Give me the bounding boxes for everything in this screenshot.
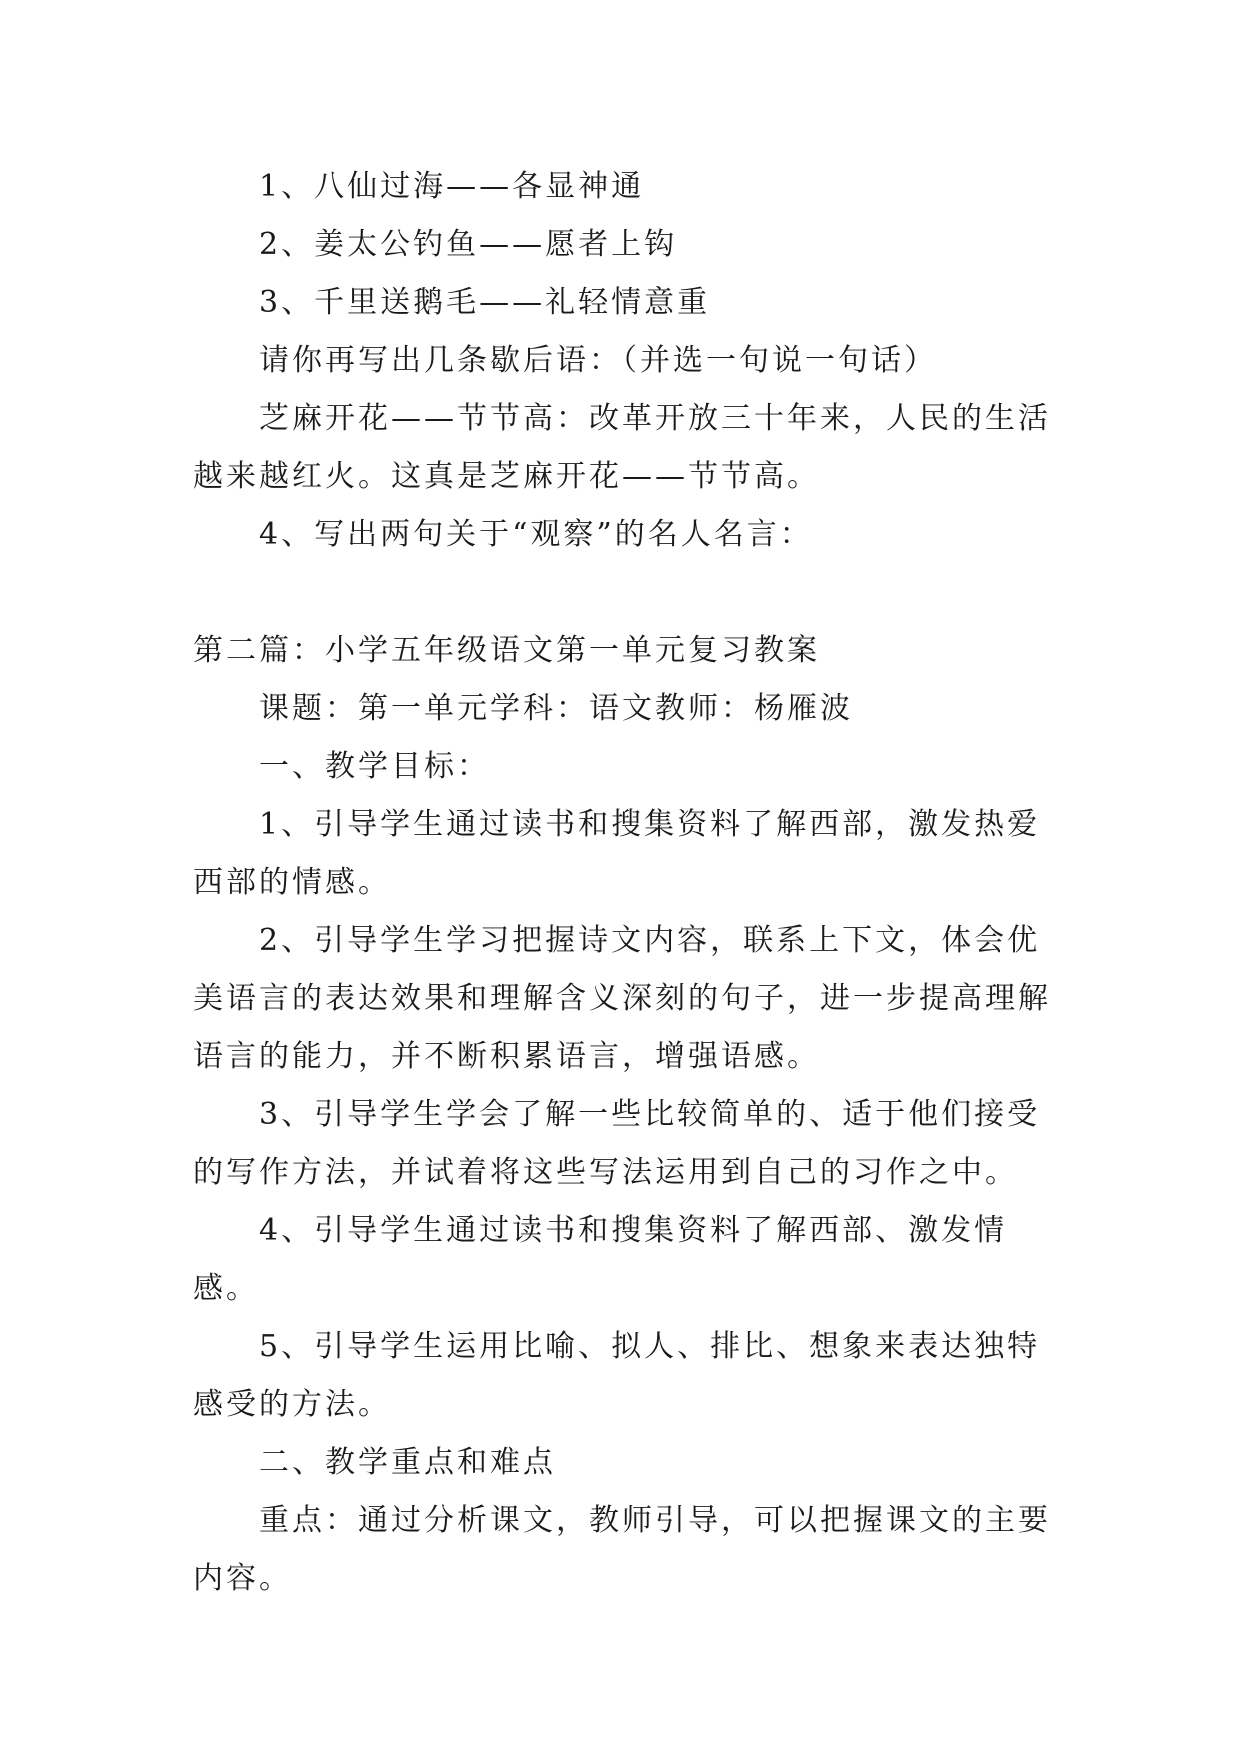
lesson-info: 课题：第一单元学科：语文教师：杨雁波 <box>259 691 853 726</box>
objectives-heading: 一、教学目标： <box>259 749 490 784</box>
section-title: 第二篇：小学五年级语文第一单元复习教案 <box>193 633 820 668</box>
example-answer: 芝麻开花——节节高：改革开放三十年来，人民的生活越来越红火。这真是芝麻开花——节节高。 <box>193 401 1051 494</box>
proverb-item-1: 1、八仙过海——各显神通 <box>259 169 645 204</box>
proverb-item-2: 2、姜太公钓鱼——愿者上钩 <box>259 227 678 262</box>
objective-2: 2、引导学生学习把握诗文内容，联系上下文，体会优美语言的表达效果和理解含义深刻的句子，进一步提高理解语言的能力，并不断积累语言，增强语感。 <box>193 923 1051 1074</box>
key-points-heading: 二、教学重点和难点 <box>259 1445 556 1480</box>
objective-4: 4、引导学生通过读书和搜集资料了解西部、激发情感。 <box>193 1213 1008 1306</box>
objective-5: 5、引导学生运用比喻、拟人、排比、想象来表达独特感受的方法。 <box>193 1329 1041 1422</box>
document-body <box>193 158 1053 1608</box>
objective-1: 1、引导学生通过读书和搜集资料了解西部，激发热爱西部的情感。 <box>193 807 1041 900</box>
exercise-prompt: 请你再写出几条歇后语：（并选一句说一句话） <box>259 343 937 378</box>
objective-3: 3、引导学生学会了解一些比较简单的、适于他们接受的写作方法，并试着将这些写法运用到自己的习作之中。 <box>193 1097 1041 1190</box>
exercise-item-4: 4、写出两句关于“观察”的名人名言： <box>259 517 813 552</box>
key-point-text: 重点：通过分析课文，教师引导，可以把握课文的主要内容。 <box>193 1503 1051 1596</box>
proverb-item-3: 3、千里送鹅毛——礼轻情意重 <box>259 285 711 320</box>
